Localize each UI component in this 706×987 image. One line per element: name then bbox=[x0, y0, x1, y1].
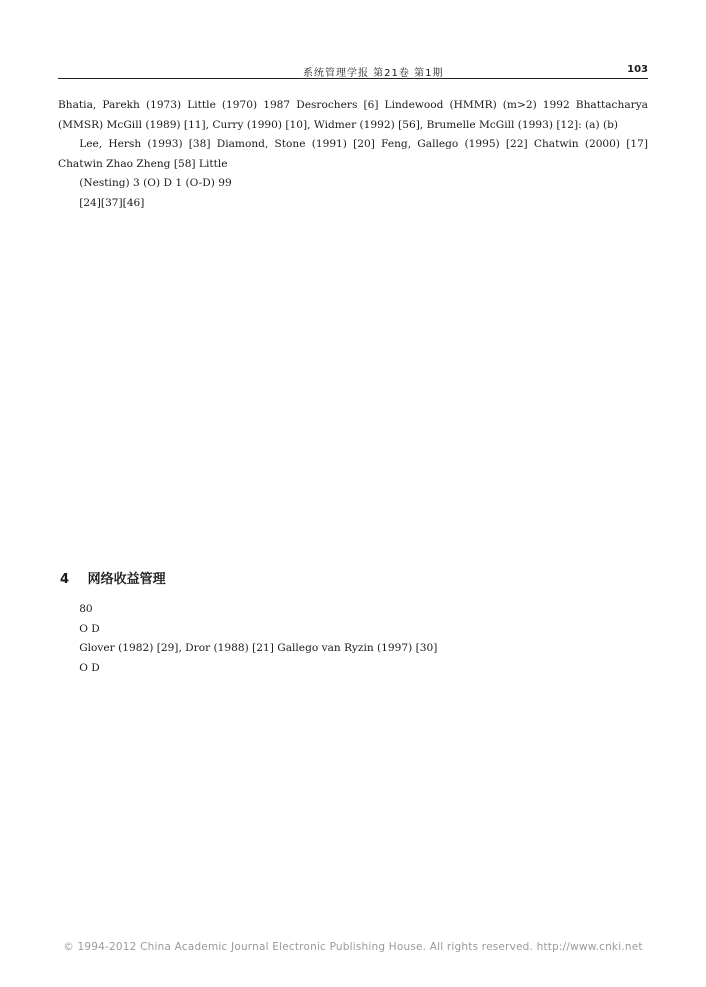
paragraph: [24][37][46] bbox=[79, 196, 145, 209]
body-text-bottom bbox=[58, 600, 648, 678]
paragraph: Lee, Hersh (1993) [38] Diamond, Stone (1991) [20] Feng, Gallego (1995) [22] Chatwin (2000) [17] Chatwin Zhao Zheng [58] Little bbox=[58, 138, 648, 170]
section-heading bbox=[60, 568, 166, 587]
page-number: 103 bbox=[627, 64, 648, 75]
body-text-top bbox=[58, 96, 648, 214]
paragraph: Bhatia, Parekh (1973) Little (1970) 1987 Desrochers [6] Lindewood (HMMR) (m>2) 1992 Bhattacharya (MMSR) McGill (1989) [11], Curry (1990) [10], Widmer (1992) [56], Brumelle McGill (1993) [12]: (a) (b) bbox=[58, 99, 648, 131]
section-title: 网络收益管理 bbox=[87, 572, 166, 587]
section-number: 4 bbox=[60, 572, 70, 587]
paragraph: 80 bbox=[79, 603, 93, 615]
page-header bbox=[58, 58, 648, 79]
paragraph: O D bbox=[79, 661, 100, 674]
paragraph: (Nesting) 3 (O) D 1 (O-D) 99 bbox=[79, 177, 232, 190]
paragraph: O D bbox=[79, 622, 100, 635]
copyright-footer: © 1994-2012 China Academic Journal Electronic Publishing House. All rights reserved. http://www.cnki.net bbox=[63, 941, 643, 953]
paragraph: Glover (1982) [29], Dror (1988) [21] Gallego van Ryzin (1997) [30] bbox=[79, 642, 438, 655]
running-head: 系统管理学报 第21卷 第1期 bbox=[303, 68, 444, 79]
